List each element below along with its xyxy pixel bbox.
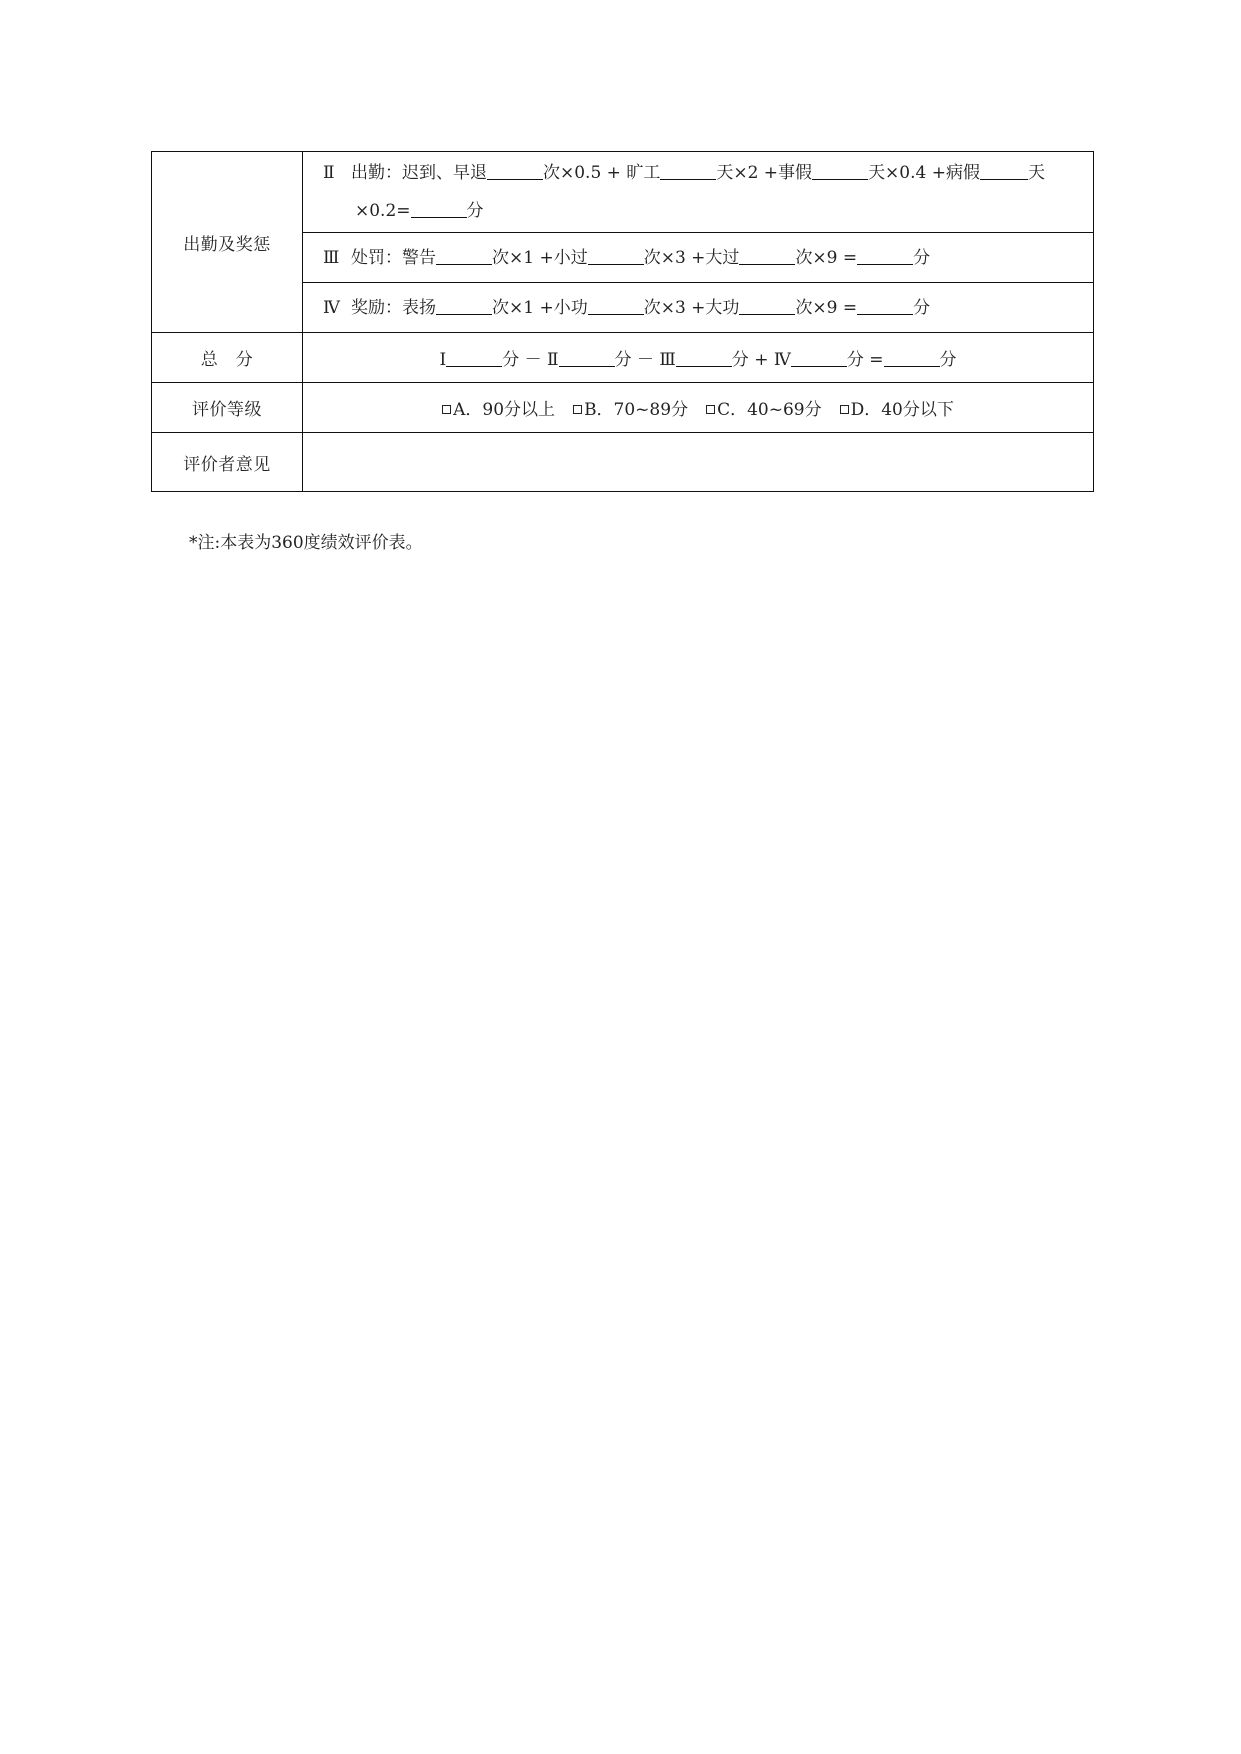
checkbox-icon[interactable] [840,405,849,414]
reward-text-3: 次×3 +大功 [643,297,740,318]
roman-numeral-4: Ⅳ [323,297,340,318]
attendance-score-blank[interactable] [411,200,467,218]
attendance-text-2: 次×0.5 + 旷工 [543,163,661,183]
attendance-line-1 [323,154,1073,192]
punishment-score-blank[interactable] [857,247,913,265]
punish-text-4: 次×9 = [795,247,858,268]
personal-leave-blank[interactable] [812,162,868,180]
opinion-label: 评价者意见 [152,433,303,492]
roman-numeral-3: Ⅲ [323,247,340,268]
punishment-content [303,233,1094,283]
sick-leave-blank[interactable] [980,162,1028,180]
reward-text-1: 奖励：表扬 [351,297,436,318]
punishment-line [323,239,1073,277]
footnote: *注:本表为360度绩效评价表。 [189,533,423,553]
attendance-content [303,152,1094,233]
reward-text-4: 次×9 = [795,297,858,318]
reward-content [303,283,1094,333]
attendance-text-7: 分 [466,201,484,221]
total-score-blank[interactable] [884,349,940,367]
attendance-text-6: ×0.2= [355,201,411,221]
total-text-3: 分 － Ⅲ [614,350,676,370]
attendance-line-2 [323,192,1073,230]
attendance-label: 出勤及奖惩 [152,152,303,333]
reward-line [323,289,1073,327]
score-1-blank[interactable] [446,349,502,367]
grade-option-c-label: C．40~69分 [717,400,822,420]
punish-text-5: 分 [913,247,931,268]
reward-score-blank[interactable] [857,297,913,315]
punish-text-2: 次×1 +小过 [492,247,588,268]
total-content [303,333,1094,383]
attendance-text-5: 天 [1028,163,1045,183]
attendance-text-3: 天×2 +事假 [716,163,813,183]
evaluation-table [151,151,1094,492]
warning-count-blank[interactable] [436,247,492,265]
absent-days-blank[interactable] [660,162,716,180]
reward-text-5: 分 [913,297,931,318]
grade-option-a-label: A．90分以上 [453,400,556,420]
late-count-blank[interactable] [487,162,543,180]
attendance-text-1: 出勤：迟到、早退 [351,163,487,183]
roman-numeral-2: Ⅱ [323,163,335,183]
total-text-6: 分 [939,350,957,370]
grade-option-b-label: B．70~89分 [584,400,689,420]
total-text-5: 分 = [846,350,884,370]
grade-option-c[interactable] [706,395,822,420]
grade-option-b[interactable] [573,395,688,420]
total-label: 总 分 [152,333,303,383]
grade-row [152,383,1094,433]
score-3-blank[interactable] [676,349,732,367]
praise-count-blank[interactable] [436,297,492,315]
checkbox-icon[interactable] [573,405,582,414]
total-text-1: Ⅰ [439,350,447,370]
minor-demerit-blank[interactable] [588,247,644,265]
opinion-field[interactable] [303,433,1094,492]
major-demerit-blank[interactable] [739,247,795,265]
score-4-blank[interactable] [791,349,847,367]
reward-text-2: 次×1 +小功 [492,297,588,318]
total-text-4: 分 + Ⅳ [731,350,791,370]
attendance-row [152,152,1094,233]
grade-option-d[interactable] [840,395,954,420]
total-row [152,333,1094,383]
checkbox-icon[interactable] [442,405,451,414]
total-text-2: 分 － Ⅱ [502,350,559,370]
grade-option-d-label: D．40分以下 [850,400,954,420]
opinion-row [152,433,1094,492]
score-2-blank[interactable] [559,349,615,367]
grade-option-a[interactable] [442,395,555,420]
minor-merit-blank[interactable] [588,297,644,315]
punish-text-1: 处罚：警告 [351,247,436,268]
attendance-text-4: 天×0.4 +病假 [868,163,980,183]
grade-label: 评价等级 [152,383,303,433]
major-merit-blank[interactable] [739,297,795,315]
punish-text-3: 次×3 +大过 [643,247,740,268]
checkbox-icon[interactable] [706,405,715,414]
grade-content [303,383,1094,433]
